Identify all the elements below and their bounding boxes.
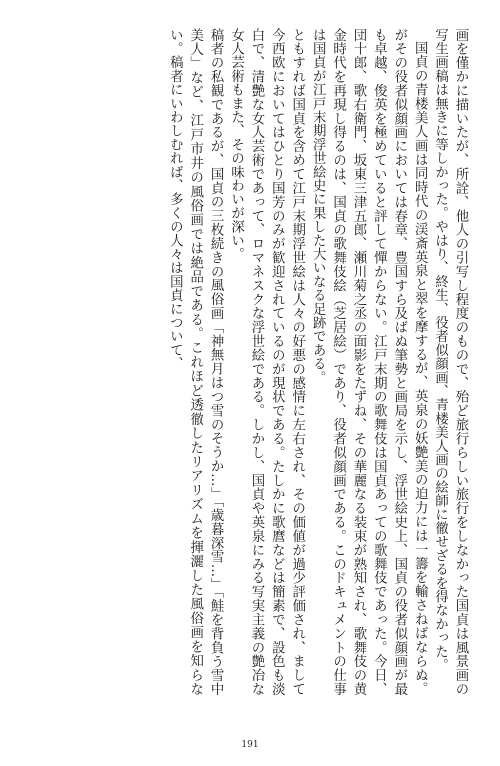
paragraph-1: 画を僅かに描いたが、所詮、他人の引写し程度のもので、殆ど旅行らしい旅行をしなかった国貞は風景画の写生画稿は無きに等しかった。やはり、終生、役者似顔画、青楼美人画の絵師に徹せざるを得なかった。 bbox=[432, 28, 468, 696]
paragraph-2: 国貞の青楼美人画は同時代の渓斎英泉と翠を摩するが、英泉の妖艶美の迫力には一籌を輸さねばならぬ。がその役者似顔画においては春章、豊国すら及ばぬ筆勢と画局を示し、浮世絵史上、国貞の役者似顔画が最も卓越、俊英を極めていると評して憚からない。江戸末期の歌舞伎は国貞あっての歌舞伎であった。今日、団十郎、歌右衛門、坂東三津五郎、瀬川菊之丞の面影をたずね、その華麗なる装束が熟知され、歌舞伎の黄金時代を再現し得るのは、国貞の歌舞伎絵（芝居絵）であり、役者似顔画である。このドキュメントの仕事は国貞が江戸末期浮世絵史に果した大いなる足跡である。 bbox=[310, 28, 428, 696]
page-number: 191 bbox=[241, 740, 259, 750]
paragraph-3: ともすれば国貞を含めて江戸末期浮世絵は人々の好悪の感情に左右され、その価値が過少評価され、まして今西欧においてはひとり国芳のみが歓迎されているのが現状である。たしかに歌麿などは簡素で、設色も淡白で、清艶な女人芸術であって、ロマネスクな浮世絵である。しかし、国貞や英泉にみる写実主義の艶冶な女人芸術もまた、その味わいが深い。 bbox=[228, 28, 305, 696]
vertical-text-block bbox=[30, 28, 470, 696]
paragraph-4: 稿者の私観であるが、国貞の三枚続きの風俗画「神無月はつ雪のそうか…」「歳暮深雪…」「鮭を背負う雪中美人」など、江戸市井の風俗画では絶品である。これほど透徹したリアリズムを揮灑した風俗画を知らない。稿者にいわしむれば、多くの人々は国貞について、 bbox=[167, 28, 224, 696]
